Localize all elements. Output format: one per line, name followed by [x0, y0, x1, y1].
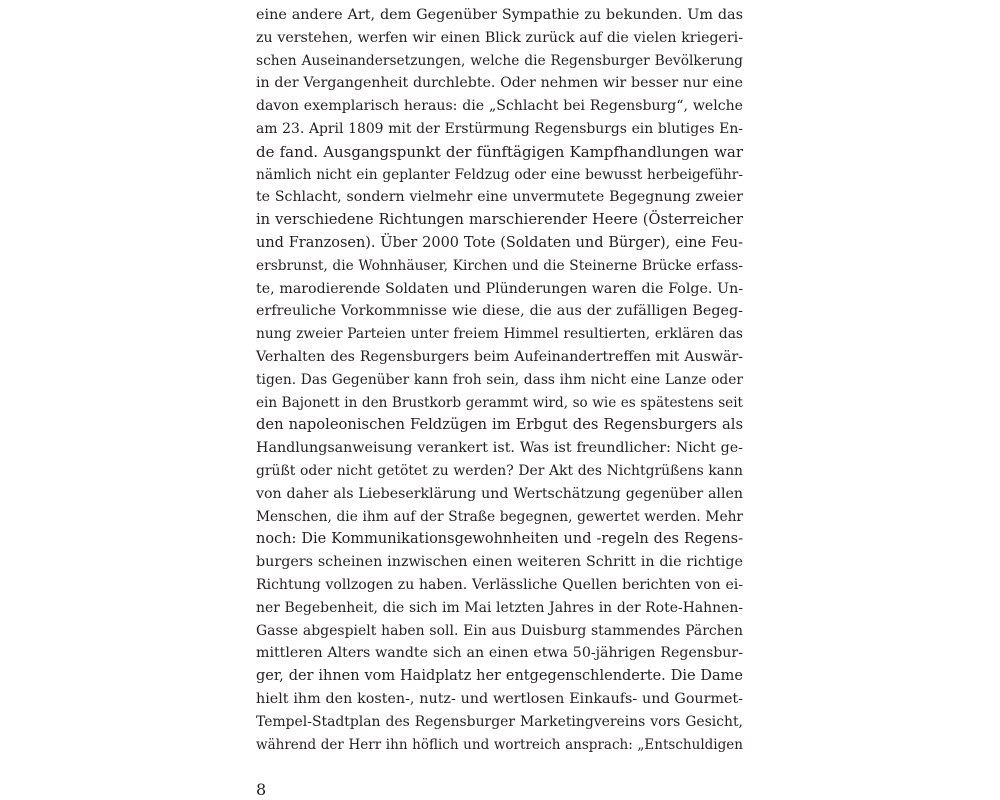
- text-line-20: Handlungsanweisung verankert ist. Was ist freundlicher: Nicht ge-: [256, 440, 743, 457]
- text-line-19: den napoleonischen Feldzügen im Erbgut des Regensburgers als: [256, 416, 743, 434]
- text-line-5: davon exemplarisch heraus: die „Schlacht bei Regensburg“, welche: [256, 98, 743, 115]
- text-line-18: ein Bajonett in den Brustkorb gerammt wird, so wie es spätestens seit: [256, 394, 743, 411]
- text-line-22: von daher als Liebeserklärung und Wertschätzung gegenüber allen: [256, 485, 743, 502]
- text-line-6: am 23. April 1809 mit der Erstürmung Regensburgs ein blutiges En-: [256, 120, 743, 137]
- text-line-14: erfreuliche Vorkommnisse wie diese, die aus der zufälligen Begeg-: [256, 303, 743, 320]
- text-line-7: de fand. Ausgangspunkt der fünftägigen Kampfhandlungen war: [256, 142, 743, 161]
- text-line-25: burgers scheinen inzwischen einen weiteren Schritt in die richtige: [256, 554, 743, 571]
- text-line-13: te, marodierende Soldaten und Plünderungen waren die Folge. Un-: [256, 280, 743, 297]
- text-line-2: zu verstehen, werfen wir einen Blick zurück auf die vielen kriegeri-: [256, 29, 743, 46]
- text-line-10: in verschiedene Richtungen marschierender Heere (Österreicher: [256, 211, 743, 229]
- text-line-3: schen Auseinandersetzungen, welche die Regensburger Bevölkerung: [256, 52, 743, 69]
- text-line-31: hielt ihm den kosten-, nutz- und wertlosen Einkaufs- und Gourmet-: [256, 690, 743, 707]
- text-line-4: in der Vergangenheit durchlebte. Oder nehmen wir besser nur eine: [256, 75, 743, 92]
- text-line-17: tigen. Das Gegenüber kann froh sein, dass ihm nicht eine Lanze oder: [256, 371, 743, 388]
- text-line-24: noch: Die Kommunikationsgewohnheiten und -regeln des Regens-: [256, 531, 743, 548]
- text-line-32: Tempel-Stadtplan des Regensburger Marketingvereins vors Gesicht,: [256, 713, 743, 730]
- text-line-28: Gasse abgespielt haben soll. Ein aus Duisburg stammendes Pärchen: [256, 622, 743, 639]
- body-text: [256, 4, 743, 756]
- text-line-29: mittleren Alters wandte sich an einen etwa 50-jährigen Regensbur-: [256, 645, 743, 662]
- text-line-8: nämlich nicht ein geplanter Feldzug oder eine bewusst herbeigeführ-: [256, 166, 743, 183]
- text-line-33: während der Herr ihn höflich und wortreich ansprach: „Entschuldigen: [256, 736, 743, 753]
- text-line-15: nung zweier Parteien unter freiem Himmel resultierten, erklären das: [256, 326, 743, 343]
- text-line-23: Menschen, die ihm auf der Straße begegnen, gewertet werden. Mehr: [256, 508, 743, 525]
- text-line-16: Verhalten des Regensburgers beim Aufeinandertreffen mit Auswär-: [256, 348, 743, 365]
- text-line-12: ersbrunst, die Wohnhäuser, Kirchen und die Steinerne Brücke erfass-: [256, 257, 743, 274]
- page-number: 8: [256, 780, 267, 799]
- text-line-9: te Schlacht, sondern vielmehr eine unvermutete Begegnung zweier: [256, 189, 743, 206]
- text-line-11: und Franzosen). Über 2000 Tote (Soldaten und Bürger), eine Feu-: [256, 234, 743, 251]
- text-line-27: ner Begebenheit, die sich im Mai letzten Jahres in der Rote-Hahnen-: [256, 599, 743, 616]
- text-line-26: Richtung vollzogen zu haben. Verlässliche Quellen berichten von ei-: [256, 576, 743, 593]
- text-line-1: eine andere Art, dem Gegenüber Sympathie zu bekunden. Um das: [256, 7, 743, 23]
- text-line-21: grüßt oder nicht getötet zu werden? Der Akt des Nichtgrüßens kann: [256, 462, 743, 479]
- text-line-30: ger, der ihnen vom Haidplatz her entgegenschlenderte. Die Dame: [256, 668, 743, 685]
